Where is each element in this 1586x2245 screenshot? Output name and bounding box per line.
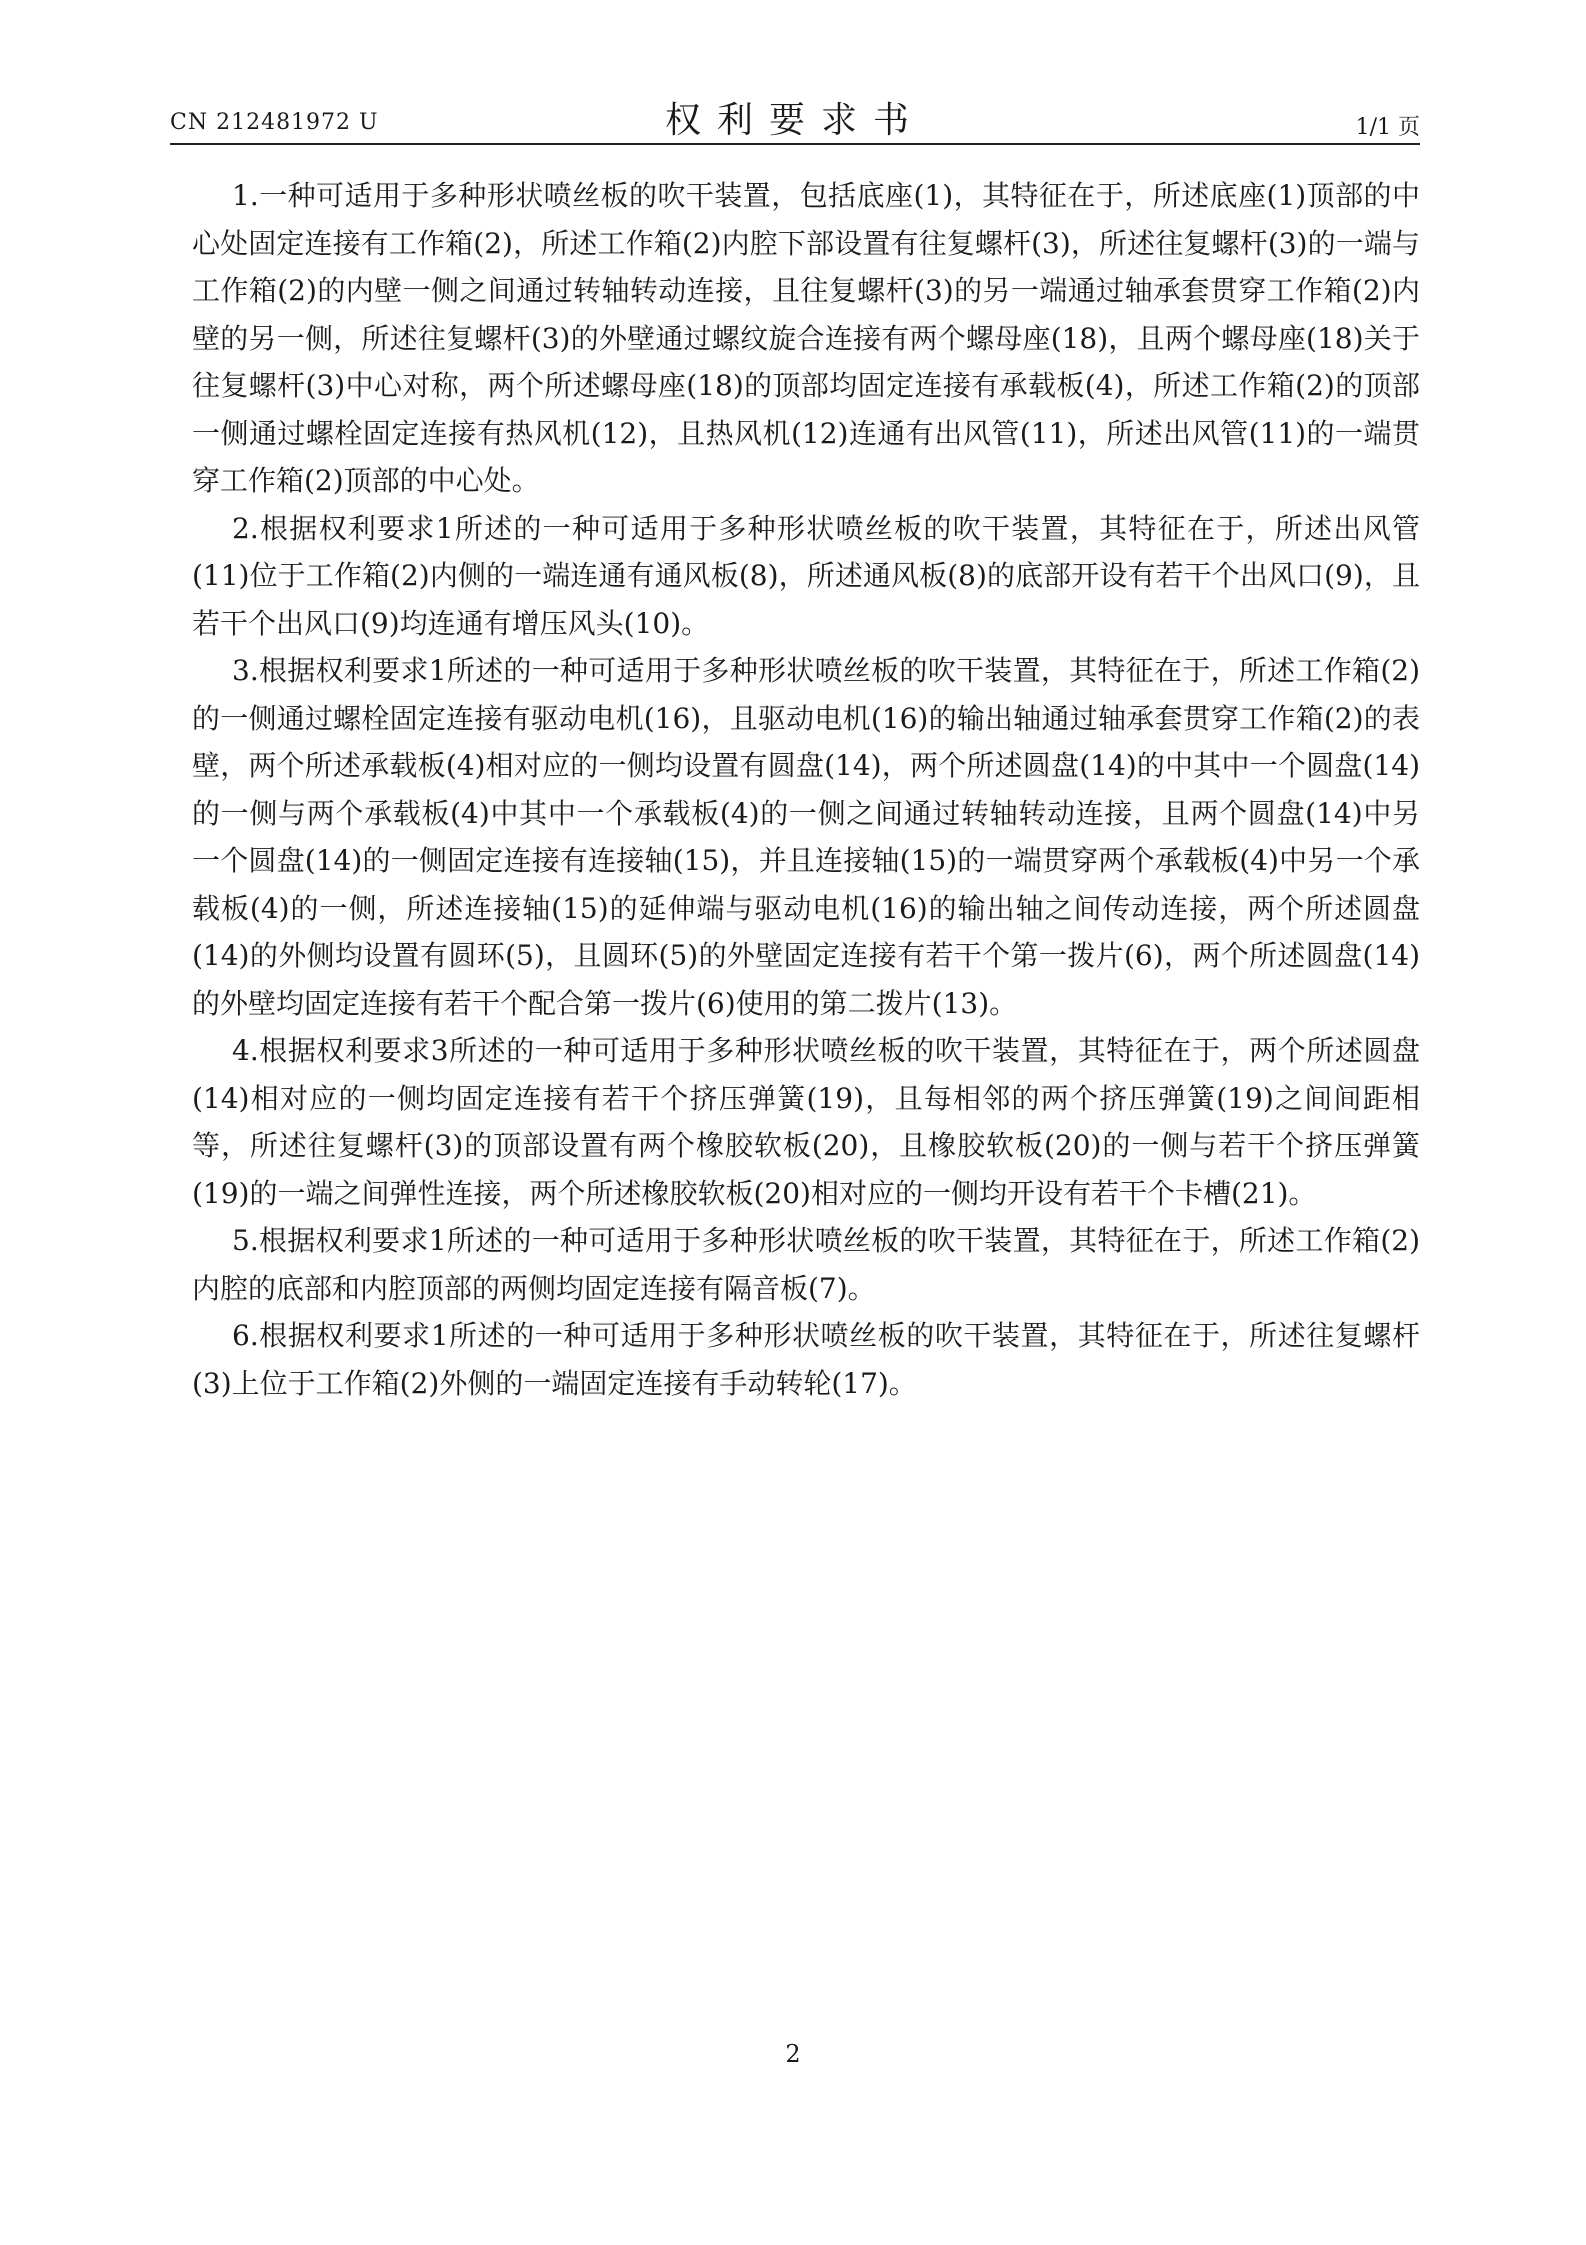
page-header	[170, 92, 1420, 142]
page-indicator: 1/1 页	[1355, 115, 1420, 140]
claim-4: 4.根据权利要求3所述的一种可适用于多种形状喷丝板的吹干装置，其特征在于，两个所述圆盘(14)相对应的一侧均固定连接有若干个挤压弹簧(19)，且每相邻的两个挤压弹簧(19)之间间距相等，所述往复螺杆(3)的顶部设置有两个橡胶软板(20)，且橡胶软板(20)的一侧与若干个挤压弹簧(19)的一端之间弹性连接，两个所述橡胶软板(20)相对应的一侧均开设有若干个卡槽(21)。	[192, 1034, 1420, 1210]
claim-5: 5.根据权利要求1所述的一种可适用于多种形状喷丝板的吹干装置，其特征在于，所述工作箱(2)内腔的底部和内腔顶部的两侧均固定连接有隔音板(7)。	[192, 1224, 1420, 1305]
claim-1: 1.一种可适用于多种形状喷丝板的吹干装置，包括底座(1)，其特征在于，所述底座(1)顶部的中心处固定连接有工作箱(2)，所述工作箱(2)内腔下部设置有往复螺杆(3)，所述往复螺杆(3)的一端与工作箱(2)的内壁一侧之间通过转轴转动连接，且往复螺杆(3)的另一端通过轴承套贯穿工作箱(2)内壁的另一侧，所述往复螺杆(3)的外壁通过螺纹旋合连接有两个螺母座(18)，且两个螺母座(18)关于往复螺杆(3)中心对称，两个所述螺母座(18)的顶部均固定连接有承载板(4)，所述工作箱(2)的顶部一侧通过螺栓固定连接有热风机(12)，且热风机(12)连通有出风管(11)，所述出风管(11)的一端贯穿工作箱(2)顶部的中心处。	[192, 179, 1420, 497]
claim-6: 6.根据权利要求1所述的一种可适用于多种形状喷丝板的吹干装置，其特征在于，所述往复螺杆(3)上位于工作箱(2)外侧的一端固定连接有手动转轮(17)。	[192, 1319, 1420, 1400]
claims-body	[192, 172, 1420, 1407]
header-divider	[170, 143, 1420, 145]
page-title: 权利要求书	[664, 100, 925, 141]
claim-2: 2.根据权利要求1所述的一种可适用于多种形状喷丝板的吹干装置，其特征在于，所述出风管(11)位于工作箱(2)内侧的一端连通有通风板(8)，所述通风板(8)的底部开设有若干个出风口(9)，且若干个出风口(9)均连通有增压风头(10)。	[192, 511, 1420, 640]
claim-3: 3.根据权利要求1所述的一种可适用于多种形状喷丝板的吹干装置，其特征在于，所述工作箱(2)的一侧通过螺栓固定连接有驱动电机(16)，且驱动电机(16)的输出轴通过轴承套贯穿工作箱(2)的表壁，两个所述承载板(4)相对应的一侧均设置有圆盘(14)，两个所述圆盘(14)的中其中一个圆盘(14)的一侧与两个承载板(4)中其中一个承载板(4)的一侧之间通过转轴转动连接，且两个圆盘(14)中另一个圆盘(14)的一侧固定连接有连接轴(15)，并且连接轴(15)的一端贯穿两个承载板(4)中另一个承载板(4)的一侧，所述连接轴(15)的延伸端与驱动电机(16)的输出轴之间传动连接，两个所述圆盘(14)的外侧均设置有圆环(5)，且圆环(5)的外壁固定连接有若干个第一拨片(6)，两个所述圆盘(14)的外壁均固定连接有若干个配合第一拨片(6)使用的第二拨片(13)。	[192, 654, 1420, 1020]
document-number: CN 212481972 U	[170, 110, 379, 135]
page-number: 2	[785, 2040, 801, 2068]
